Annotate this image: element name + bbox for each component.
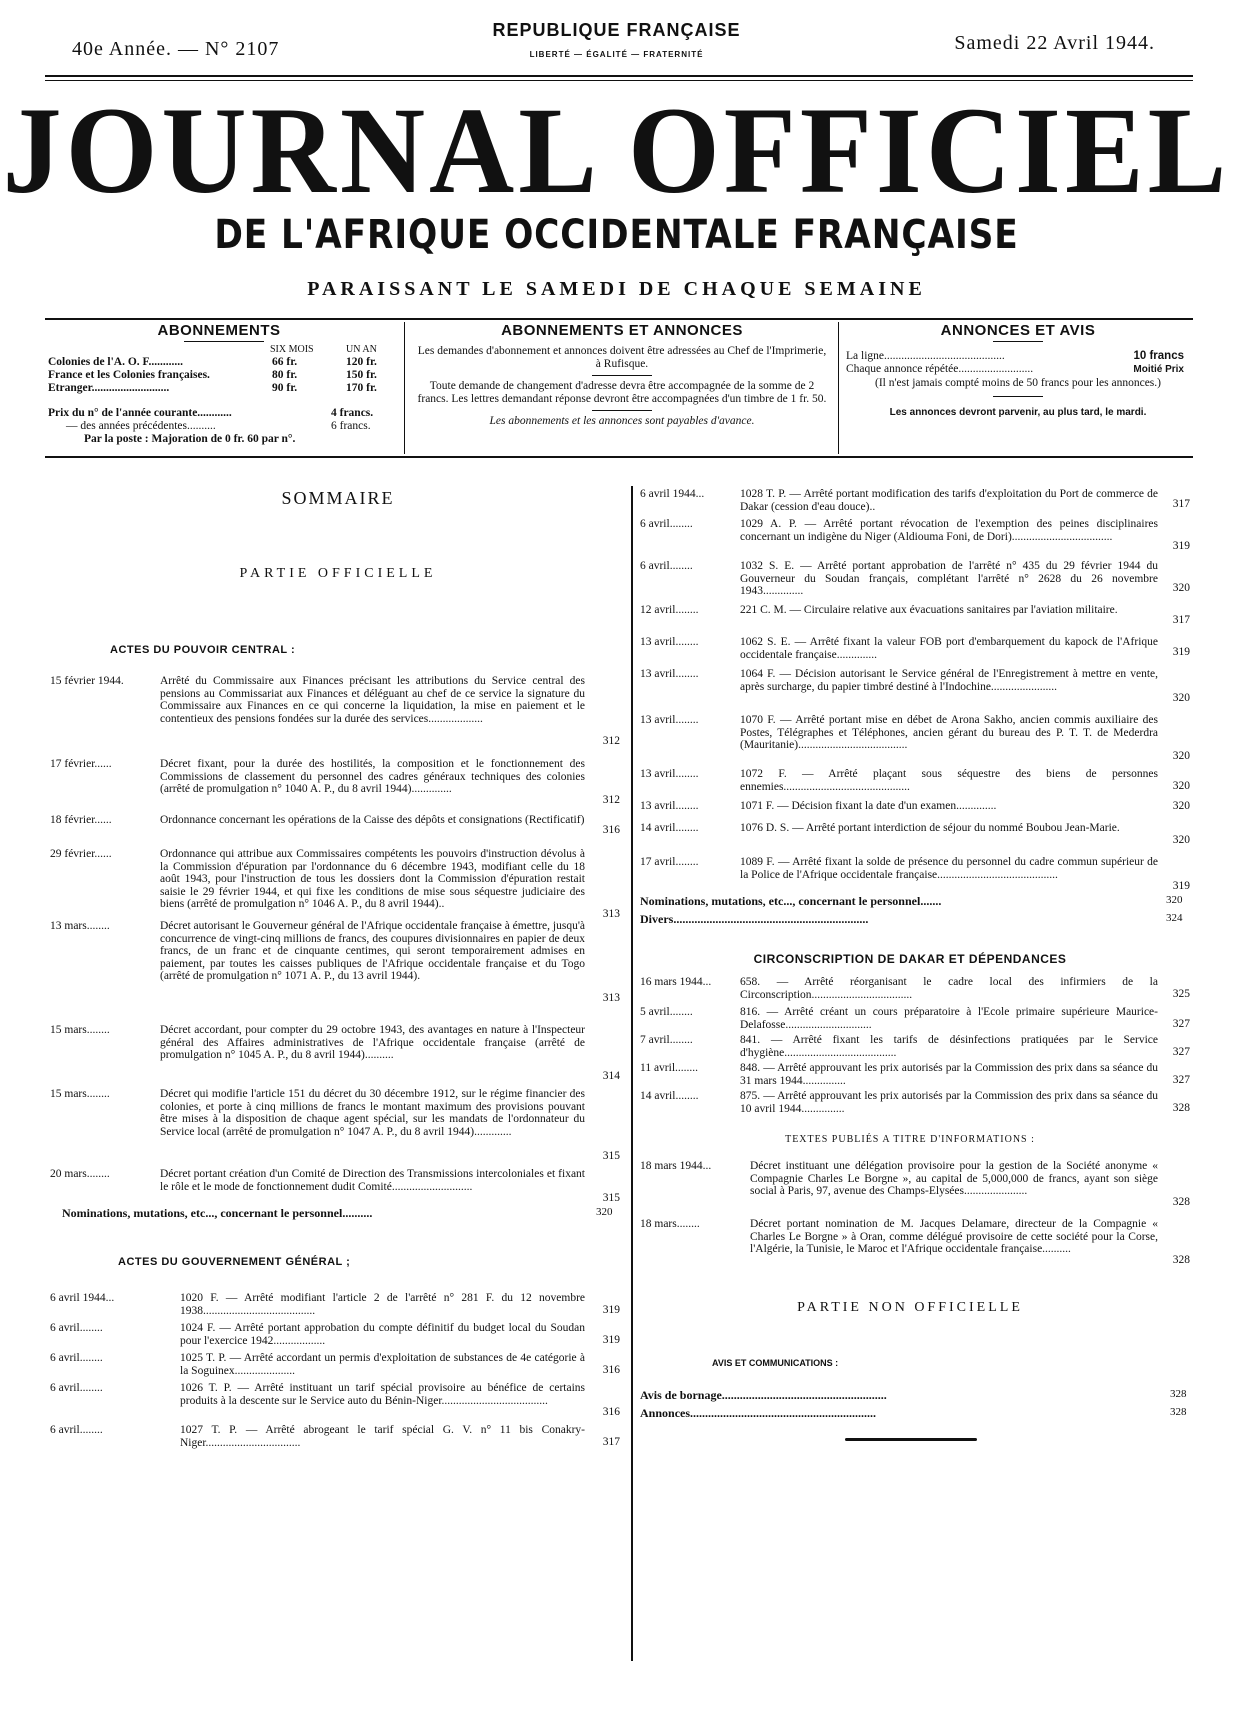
entry-page: 316 — [602, 824, 620, 836]
abonnements-annonces-box — [410, 322, 834, 428]
entry-date: 18 mars........ — [640, 1218, 700, 1230]
entry-text: Ordonnance concernant les opérations de la Caisse des dépôts et consignations (Rectificatif) — [160, 814, 585, 826]
entry-date: 15 février 1944. — [50, 675, 124, 687]
issue-number: 40e Année. — N° 2107 — [72, 38, 280, 60]
republic-title: REPUBLIQUE FRANÇAISE — [492, 20, 741, 40]
entry-page: 325 — [1172, 988, 1190, 1000]
entry-page: 320 — [1172, 692, 1190, 704]
entry-text: 1020 F. — Arrêté modifiant l'article 2 de l'arrêté n° 281 F. du 12 novembre 1938....................................... — [180, 1292, 585, 1317]
entry-text: 1064 F. — Décision autorisant le Service général de l'Enregistrement à mettre en vente, après surcharge, du papier timbré destiné à l'Indochine....................... — [740, 668, 1158, 693]
prix-courante-value: 4 francs. — [331, 407, 374, 419]
divers: Divers................................................................. — [640, 912, 869, 926]
entry-date: 7 avril........ — [640, 1034, 693, 1046]
annonce-repetee: Chaque annonce répétée.......................... — [846, 363, 1034, 375]
entry-date: 14 avril........ — [640, 1090, 699, 1102]
abonnement-un-an: 150 fr. — [346, 369, 377, 381]
entry-page: 327 — [1172, 1018, 1190, 1030]
entry-date: 16 mars 1944... — [640, 976, 712, 988]
annonces: Annonces.............................................................. — [640, 1406, 877, 1420]
entry-text: Décret portant nomination de M. Jacques Delamare, directeur de la Compagnie « Charles Le Borgne » à Oran, comme délégué provisoire de cette société pour la Corse, l'Algérie, la Tunisie, le Maroc et l'Afrique occidentale française.......... — [750, 1218, 1158, 1255]
entry-date: 6 avril........ — [50, 1352, 103, 1364]
abonnement-label: France et les Colonies françaises. — [48, 369, 210, 381]
entry-page: 317 — [602, 1436, 620, 1448]
entry-page: 328 — [1172, 1102, 1190, 1114]
abonnements-annonces-p1: Les demandes d'abonnement et annonces doivent être adressées au Chef de l'Imprimerie, à Rufisque. — [417, 345, 827, 370]
entry-text: 1028 T. P. — Arrêté portant modification des tarifs d'exploitation du Port de commerce de Dakar (cession d'eau douce).. — [740, 488, 1158, 513]
entry-text: Décret accordant, pour compter du 29 octobre 1943, des avantages en nature à l'Inspecteur général des Affaires administratives de l'Afrique occidentale française (arrêté de promulgation n° 1045 A. P., du 8 avril 1944).......... — [160, 1024, 585, 1061]
issue-date: Samedi 22 Avril 1944. — [954, 32, 1155, 54]
entry-page: 319 — [1172, 540, 1190, 552]
masthead-subtitle: DE L'AFRIQUE OCCIDENTALE FRANÇAISE — [214, 212, 1019, 258]
entry-text: 1071 F. — Décision fixant la date d'un examen.............. — [740, 800, 997, 812]
entry-page: 316 — [602, 1364, 620, 1376]
entry-text: 1026 T. P. — Arrêté instituant un tarif spécial provisoire au bénéfice de certains produits à la descente sur le Service auto du Bénin-Niger..................................... — [180, 1382, 585, 1407]
entry-text: Décret fixant, pour la durée des hostilités, la composition et le fonctionnement des Commissions de classement du personnel des cadres généraux techniques des colonies (arrêté de promulgation n° 1040 A. P., du 8 avril 1944).............. — [160, 758, 585, 795]
abonnements-title-rule — [184, 341, 264, 342]
entry-page: 320 — [1172, 582, 1190, 594]
abonnements-title: ABONNEMENTS — [157, 322, 281, 339]
box-separator-1 — [404, 322, 405, 454]
entry-date: 15 mars........ — [50, 1088, 110, 1100]
entry-date: 12 avril........ — [640, 604, 699, 616]
entry-text: 1089 F. — Arrêté fixant la solde de présence du personnel du cadre commun supérieur de la Police de l'Afrique occidentale française.......................................... — [740, 856, 1158, 881]
entry-date: 17 février...... — [50, 758, 112, 770]
abonnement-row — [48, 356, 400, 369]
entry-page: 320 — [1172, 800, 1190, 812]
entry-page: 312 — [602, 735, 620, 747]
abonnement-six-mois: 90 fr. — [272, 382, 298, 394]
entry-text: 848. — Arrêté approuvant les prix autorisés par la Commission des prix dans sa séance du 31 mars 1944............... — [740, 1062, 1158, 1087]
entry-date: 6 avril........ — [640, 518, 693, 530]
column-separator — [631, 486, 633, 1661]
partie-officielle-heading: PARTIE OFFICIELLE — [239, 566, 437, 581]
entry-page: 313 — [602, 992, 620, 1004]
box-bottom-rule — [45, 456, 1193, 458]
abonnement-row — [48, 369, 400, 382]
abonnement-label: Colonies de l'A. O. F............ — [48, 356, 184, 368]
abonnement-un-an: 120 fr. — [346, 356, 377, 368]
entry-date: 6 avril 1944... — [50, 1292, 115, 1304]
entry-date: 6 avril........ — [50, 1322, 103, 1334]
entry-date: 18 février...... — [50, 814, 112, 826]
entry-text: Arrêté du Commissaire aux Finances précisant les attributions du Service central des pensions au Commissariat aux Finances et déléguant au chef de ce service la signature du Commissaire aux Finances en ce qui concerne la liquidation, la mise en paiement et le contentieux des pensions fondées sur la durée des services................... — [160, 675, 585, 725]
entry-date: 13 mars........ — [50, 920, 110, 932]
abonnement-six-mois: 66 fr. — [272, 356, 298, 368]
entry-date: 14 avril........ — [640, 822, 699, 834]
entry-date: 15 mars........ — [50, 1024, 110, 1036]
annonce-repetee-value: Moitié Prix — [1133, 364, 1184, 375]
col-six-mois: SIX MOIS — [270, 344, 314, 355]
textes-heading: TEXTES PUBLIÉS A TITRE D'INFORMATIONS : — [785, 1134, 1035, 1145]
box-top-rule — [45, 318, 1193, 320]
prix-precedentes-value: 6 francs. — [331, 420, 371, 432]
partie-non-officielle-heading: PARTIE NON OFFICIELLE — [797, 1300, 1023, 1315]
nominations-left-page: 320 — [596, 1206, 613, 1218]
entry-page: 315 — [602, 1150, 620, 1162]
avis-bornage-page: 328 — [1170, 1388, 1187, 1400]
entry-text: 1062 S. E. — Arrêté fixant la valeur FOB port d'embarquement du kapock de l'Afrique occidentale française.............. — [740, 636, 1158, 661]
abonnements-annonces-title: ABONNEMENTS ET ANNONCES — [501, 322, 743, 339]
abonnement-row — [48, 382, 400, 395]
annonces-page: 328 — [1170, 1406, 1187, 1418]
entry-page: 316 — [602, 1406, 620, 1418]
entry-page: 313 — [602, 908, 620, 920]
entry-page: 317 — [1172, 614, 1190, 626]
divers-page: 324 — [1166, 912, 1183, 924]
nominations-right: Nominations, mutations, etc..., concernant le personnel....... — [640, 894, 942, 908]
abonnement-un-an: 170 fr. — [346, 382, 377, 394]
annonce-ligne-value: 10 francs — [1133, 350, 1184, 362]
entry-date: 13 avril........ — [640, 636, 699, 648]
avis-bornage: Avis de bornage....................................................... — [640, 1388, 887, 1402]
entry-text: 875. — Arrêté approuvant les prix autorisés par la Commission des prix dans sa séance du 10 avril 1944............... — [740, 1090, 1158, 1115]
entry-date: 13 avril........ — [640, 714, 699, 726]
entry-text: Décret portant création d'un Comité de Direction des Transmissions intercoloniales et fixant le rôle et le mode de fonctionnement dudit Comité............................ — [160, 1168, 585, 1193]
annonces-avis-box — [846, 322, 1190, 419]
entry-date: 13 avril........ — [640, 768, 699, 780]
entry-page: 327 — [1172, 1074, 1190, 1086]
entry-text: 1032 S. E. — Arrêté portant approbation de l'arrêté n° 435 du 29 février 1944 du Gouverneur du Soudan français, complétant l'arrêté n° 2628 du 26 novembre 1943.............. — [740, 560, 1158, 597]
sommaire-title: SOMMAIRE — [281, 488, 395, 508]
entry-date: 5 avril........ — [640, 1006, 693, 1018]
abonnements-box — [48, 322, 400, 446]
republic-motto: LIBERTÉ — ÉGALITÉ — FRATERNITÉ — [529, 50, 704, 59]
annonces-avis-title: ANNONCES ET AVIS — [940, 322, 1096, 339]
nominations-left: Nominations, mutations, etc..., concernant le personnel.......... — [62, 1206, 373, 1220]
nominations-right-page: 320 — [1166, 894, 1183, 906]
abonnement-label: Etranger........................... — [48, 382, 170, 394]
box-separator-2 — [838, 322, 839, 454]
entry-text: Décret instituant une délégation provisoire pour la gestion de la Société anonyme « Compagnie Charles Le Borgne », au capital de 5,000,000 de francs, ayant son siège social à Paris, 97, avenue des Champs-Elysées...................... — [750, 1160, 1158, 1197]
actes-gouvernement-heading: ACTES DU GOUVERNEMENT GÉNÉRAL ; — [118, 1256, 351, 1268]
entry-text: 1076 D. S. — Arrêté portant interdiction de séjour du nommé Boubou Jean-Marie. — [740, 822, 1120, 834]
entry-page: 319 — [602, 1304, 620, 1316]
masthead-title: JOURNAL OFFICIEL — [2, 81, 1231, 220]
abonnements-annonces-p3: Les abonnements et les annonces sont payables d'avance. — [489, 415, 755, 427]
avis-communications-heading: AVIS ET COMMUNICATIONS : — [712, 1358, 839, 1368]
entry-text: 1070 F. — Arrêté portant mise en débet de Arona Sakho, ancien commis auxiliaire des Postes, Télégraphes et Téléphones, ancien gérant du bureau des P. T. T. de Mederdra (Mauritanie)...................................... — [740, 714, 1158, 751]
entry-date: 13 avril........ — [640, 668, 699, 680]
entry-date: 6 avril........ — [50, 1424, 103, 1436]
abonnement-six-mois: 80 fr. — [272, 369, 298, 381]
annonce-delai: Les annonces devront parvenir, au plus tard, le mardi. — [889, 407, 1147, 418]
entry-text: 1025 T. P. — Arrêté accordant un permis d'exploitation de substances de 4e catégorie à la Soguinex..................... — [180, 1352, 585, 1377]
entry-page: 315 — [602, 1192, 620, 1204]
entry-date: 20 mars........ — [50, 1168, 110, 1180]
entry-date: 18 mars 1944... — [640, 1160, 712, 1172]
entry-page: 328 — [1172, 1196, 1190, 1208]
prix-precedentes: — des années précédentes.......... — [66, 420, 216, 432]
entry-page: 319 — [1172, 880, 1190, 892]
actes-pouvoir-central-heading: ACTES DU POUVOIR CENTRAL : — [110, 644, 296, 656]
majoration-poste: Par la poste : Majoration de 0 fr. 60 par n°. — [84, 433, 296, 445]
entry-text: 1072 F. — Arrêté plaçant sous séquestre des biens de personnes ennemies............................................ — [740, 768, 1158, 793]
entry-date: 13 avril........ — [640, 800, 699, 812]
annonce-note: (Il n'est jamais compté moins de 50 francs pour les annonces.) — [875, 377, 1161, 389]
annonce-ligne: La ligne.......................................... — [846, 350, 1005, 362]
abonnements-rows — [48, 356, 400, 395]
entry-text: 221 C. M. — Circulaire relative aux évacuations sanitaires par l'aviation militaire. — [740, 604, 1118, 616]
entry-text: 1024 F. — Arrêté portant approbation du compte définitif du budget local du Soudan pour l'exercice 1942.................. — [180, 1322, 585, 1347]
entry-page: 327 — [1172, 1046, 1190, 1058]
dakar-heading: CIRCONSCRIPTION DE DAKAR ET DÉPENDANCES — [753, 952, 1067, 966]
entry-page: 328 — [1172, 1254, 1190, 1266]
entry-date: 17 avril........ — [640, 856, 699, 868]
entry-date: 6 avril 1944... — [640, 488, 705, 500]
header-rule — [45, 75, 1193, 81]
entry-date: 6 avril........ — [640, 560, 693, 572]
entry-page: 317 — [1172, 498, 1190, 510]
entry-text: Décret qui modifie l'article 151 du décret du 30 décembre 1912, sur le régime financier des colonies, et porte à cinq millions de francs le montant maximum des provisions pouvant être mises à la disposition de chaque agent spécial, sur les mandats de l'ordonnateur du Service local (arrêté de promulgation n° 1047 A. P., du 8 avril 1944)............. — [160, 1088, 585, 1138]
entry-date: 11 avril........ — [640, 1062, 699, 1074]
entry-text: Ordonnance qui attribue aux Commissaires compétents les pouvoirs d'instruction dévolus à la Commission d'épuration par l'ordonnance du 6 décembre 1943, modifiant celle du 18 août 1943, pour l'instruction de tous les dossiers dont la Commission d'épuration restait saisie le 29 février 1944, et qui fixe les conditions de mise sous séquestre judiciaire des biens (arrêté de promulgation n° 1046 A. P., du 8 avril 1944).. — [160, 848, 585, 910]
entry-text: 1027 T. P. — Arrêté abrogeant le tarif spécial G. V. n° 11 bis Conakry-Niger................................. — [180, 1424, 585, 1449]
entry-text: 1029 A. P. — Arrêté portant révocation de l'exemption des peines disciplinaires concernant un indigène du Niger (Aldiouma Foni, de Dori)................................... — [740, 518, 1158, 543]
entry-text: 841. — Arrêté fixant les tarifs de désinfections pratiquées par le Service d'hygiène....................................... — [740, 1034, 1158, 1059]
entry-page: 319 — [1172, 646, 1190, 658]
prix-courante: Prix du n° de l'année courante............ — [48, 407, 232, 419]
entry-date: 29 février...... — [50, 848, 112, 860]
entry-page: 320 — [1172, 780, 1190, 792]
entry-page: 314 — [602, 1070, 620, 1082]
entry-text: Décret autorisant le Gouverneur général de l'Afrique occidentale française à émettre, jusqu'à concurrence de vingt-cinq millions de francs, des coupures divisionnaires en papier de deux francs, de un franc et de cinquante centimes, qui seront temporairement admises en paiement, par toutes les caisses publiques de l'Afrique occidentale française et du Togo (arrêté de promulgation n° 1071 A. P., du 13 avril 1944). — [160, 920, 585, 982]
entry-page: 320 — [1172, 750, 1190, 762]
entry-date: 6 avril........ — [50, 1382, 103, 1394]
entry-page: 312 — [602, 794, 620, 806]
publication-frequency: PARAISSANT LE SAMEDI DE CHAQUE SEMAINE — [307, 278, 926, 300]
entry-page: 320 — [1172, 834, 1190, 846]
abonnements-annonces-p2: Toute demande de changement d'adresse devra être accompagnée de la somme de 2 francs. Les lettres demandant réponse devront être accompagnées d'un timbre de 1 fr. 50. — [417, 380, 827, 405]
entry-text: 816. — Arrêté créant un cours préparatoire à l'Ecole primaire supérieure Maurice-Delafosse.............................. — [740, 1006, 1158, 1031]
col-un-an: UN AN — [346, 344, 377, 355]
end-ornament — [845, 1438, 977, 1441]
entry-page: 319 — [602, 1334, 620, 1346]
entry-text: 658. — Arrêté réorganisant le cadre local des infirmiers de la Circonscription................................... — [740, 976, 1158, 1001]
